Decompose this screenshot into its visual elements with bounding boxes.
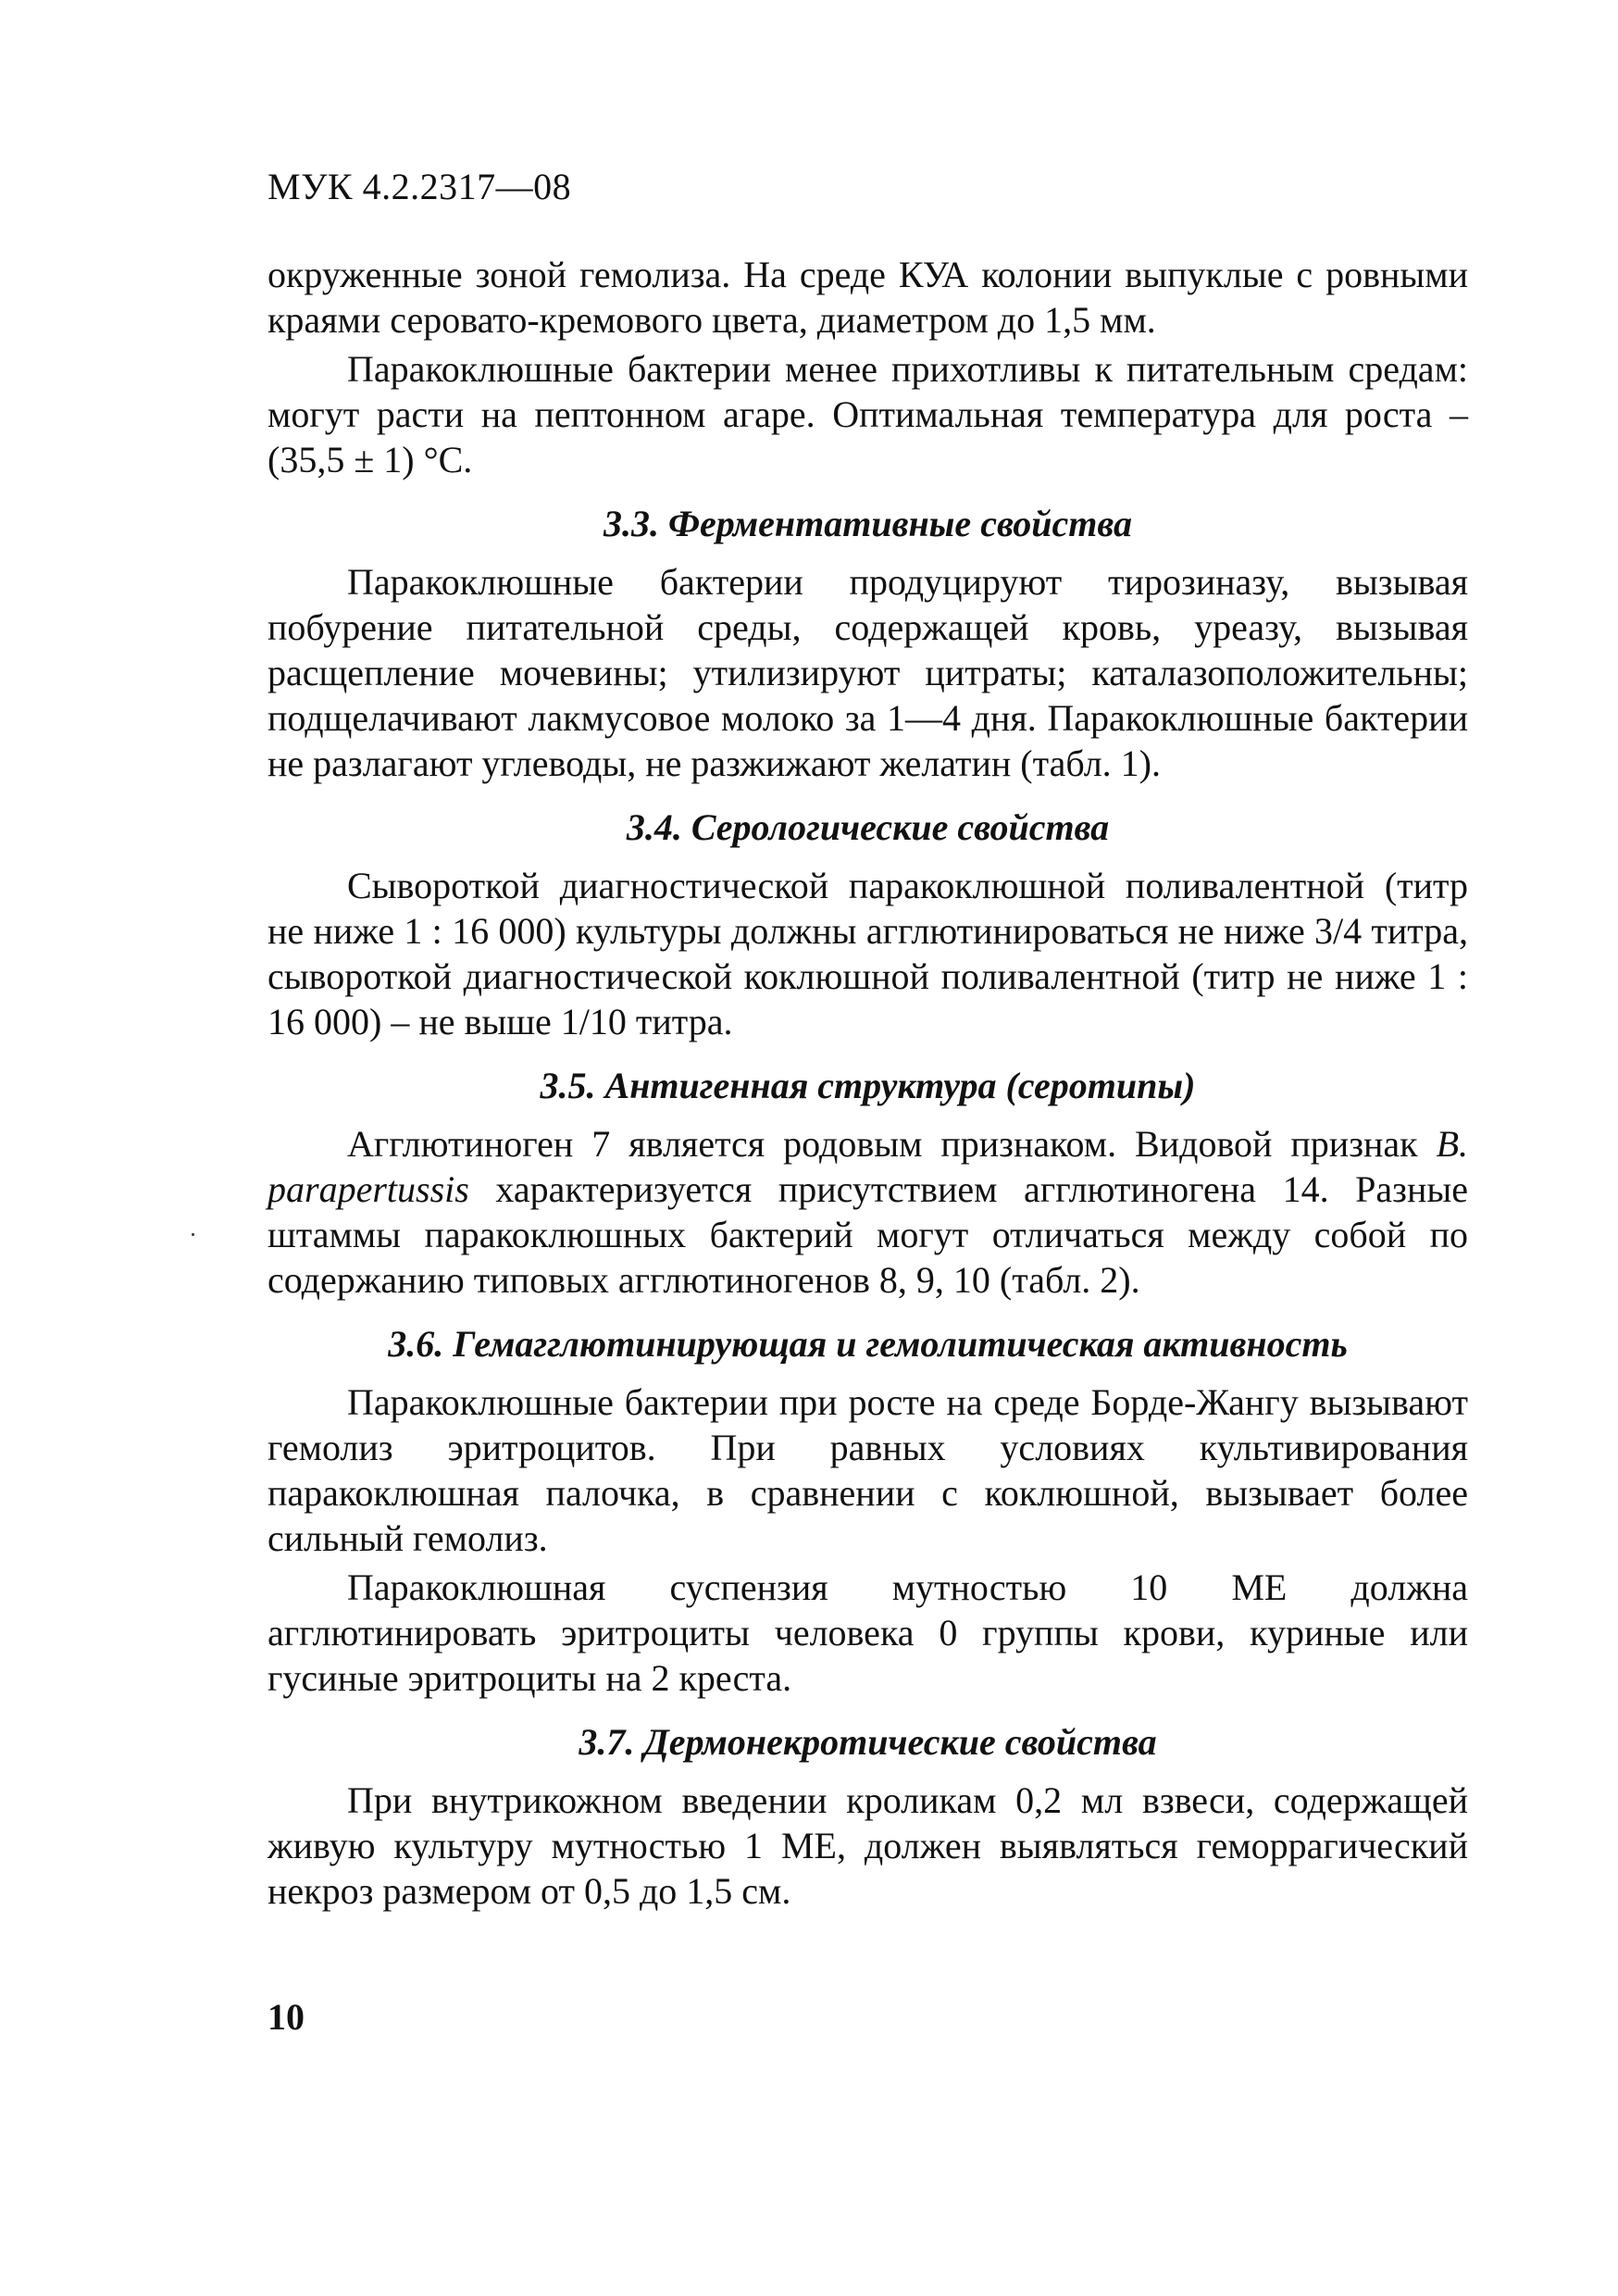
running-title: МУК 4.2.2317—08 bbox=[268, 166, 572, 207]
scan-speck bbox=[192, 1233, 194, 1236]
section-3-6-paragraph-2: Паракоклюшная суспензия мутностью 10 МЕ должна агглютинировать эритроциты человека 0 группы крови, куриные или гусиные эритроциты на 2 креста. bbox=[268, 1566, 1468, 1699]
section-3-6-paragraph-1: Паракоклюшные бактерии при росте на среде Борде-Жангу вызывают гемолиз эритроцитов. При равных условиях культивирования паракоклюшная палочка, в сравнении с коклюшной, вызывает более сильный гемолиз. bbox=[268, 1381, 1468, 1559]
section-heading-3-5: 3.5. Антигенная структура (серотипы) bbox=[540, 1065, 1196, 1106]
intro-paragraph-1: окруженные зоной гемолиза. На среде КУА колонии выпуклые с ровными краями серовато-кремового цвета, диаметром до 1,5 мм. bbox=[268, 254, 1468, 341]
section-3-5-paragraph bbox=[268, 1121, 1468, 1303]
section-heading-3-7: 3.7. Дермонекротические свойства bbox=[579, 1721, 1157, 1763]
section-3-7-paragraph: При внутрикожном введении кроликам 0,2 мл взвеси, содержащей живую культуру мутностью 1 МЕ, должен выявляться геморрагический некроз размером от 0,5 до 1,5 см. bbox=[268, 1779, 1468, 1912]
section-heading-3-4: 3.4. Серологические свойства bbox=[626, 806, 1110, 848]
intro-paragraph-2: Паракоклюшные бактерии менее прихотливы к питательным средам: могут расти на пептонном агаре. Оптимальная температура для роста – (35,5 ± 1) °С. bbox=[268, 348, 1468, 480]
section-heading-3-3: 3.3. Ферментативные свойства bbox=[604, 503, 1132, 544]
section-3-3-paragraph: Паракоклюшные бактерии продуцируют тирозиназу, вызывая побурение питательной среды, содержащей кровь, уреазу, вызывая расщепление мочевины; утилизируют цитраты; каталазоположительны; подщелачивают лакмусовое молоко за 1—4 дня. Паракоклюшные бактерии не разлагают углеводы, не разжижают желатин (табл. 1). bbox=[268, 561, 1468, 784]
section-3-5-text-start: Агглютиноген 7 является родовым признаком. Видовой признак bbox=[347, 1123, 1437, 1165]
page-content bbox=[268, 252, 1468, 1914]
section-3-5-text-end: характеризуется присутствием агглютиногена 14. Разные штаммы паракоклюшных бактерий могут отличаться между собой по содержанию типовых агглютиногенов 8, 9, 10 (табл. 2). bbox=[268, 1168, 1468, 1301]
section-heading-3-6: 3.6. Гемагглютинирующая и гемолитическая активность bbox=[388, 1323, 1348, 1365]
species-name-latin: B. parapertussis bbox=[268, 1123, 1468, 1210]
page-number: 10 bbox=[268, 1996, 305, 2038]
section-3-4-paragraph: Сывороткой диагностической паракоклюшной поливалентной (титр не ниже 1 : 16 000) культуры должны агглютинироваться не ниже 3/4 титра, сывороткой диагностической коклюшной поливалентной (титр не ниже 1 : 16 000) – не выше 1/10 титра. bbox=[268, 865, 1468, 1042]
